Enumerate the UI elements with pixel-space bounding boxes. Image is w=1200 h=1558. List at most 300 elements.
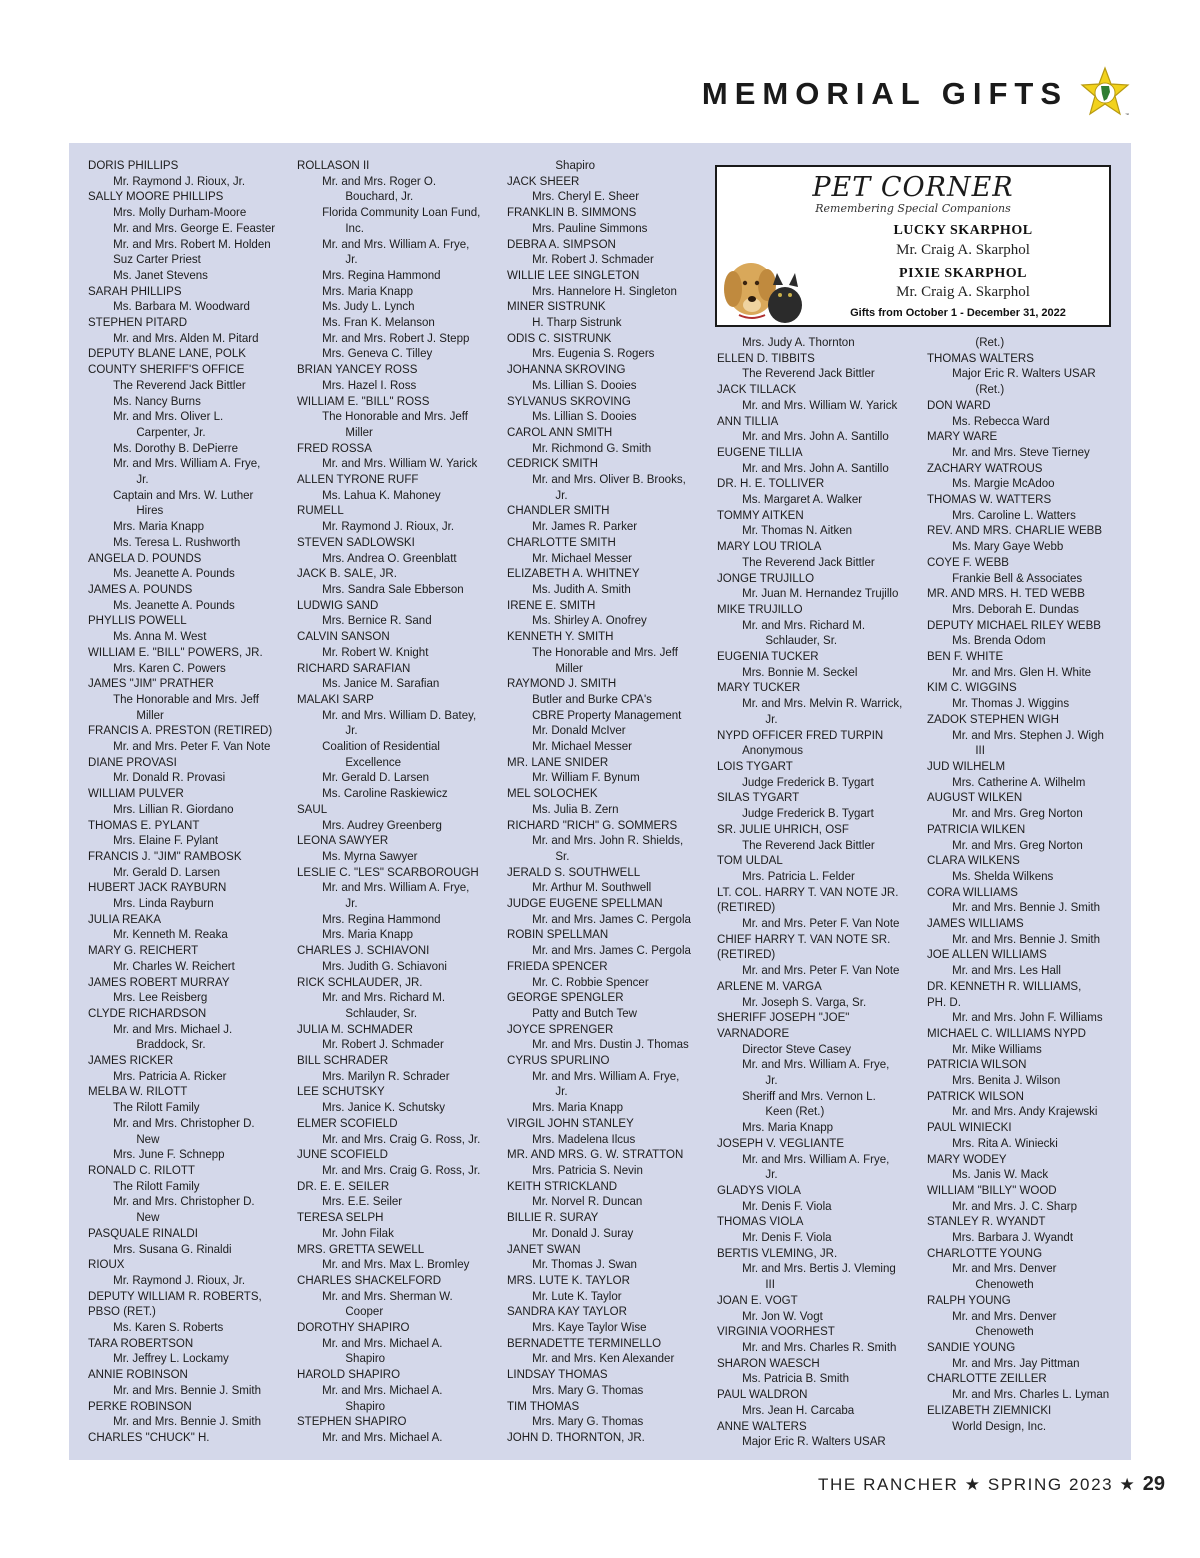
donor-name: Mrs. Jean H. Carcaba xyxy=(742,1402,855,1417)
honoree-name: DIANE PROVASI xyxy=(88,754,177,769)
honoree-name: CHARLES J. SCHIAVONI xyxy=(297,943,430,958)
honoree-name: ANGELA D. POUNDS xyxy=(88,550,202,565)
honoree-name: VIRGIL JOHN STANLEY xyxy=(507,1115,634,1130)
donor-name: Mr. and Mrs. John R. Shields, xyxy=(532,833,684,848)
honoree-name: MELBA W. RILOTT xyxy=(88,1084,188,1099)
memorial-column-3 xyxy=(507,158,691,1446)
donor-name: Ms. Dorothy B. DePierre xyxy=(113,440,238,455)
honoree-name: MEL SOLOCHEK xyxy=(507,786,598,801)
donor-name: CBRE Property Management xyxy=(532,707,682,722)
donor-name: Mrs. Pauline Simmons xyxy=(532,220,648,235)
donor-name: Mr. and Mrs. Bennie J. Smith xyxy=(952,931,1101,946)
honoree-name: PERKE ROBINSON xyxy=(88,1398,192,1413)
donor-name: Mrs. Barbara J. Wyandt xyxy=(952,1230,1074,1245)
donor-name: Ms. Barbara M. Woodward xyxy=(113,299,250,314)
donor-name: Mr. and Mrs. Melvin R. Warrick, xyxy=(742,696,903,711)
honoree-name: FRANCIS A. PRESTON (RETIRED) xyxy=(88,723,273,738)
donor-name: Mr. and Mrs. Michael A. xyxy=(322,1335,443,1350)
donor-name: Judge Frederick B. Tygart xyxy=(742,806,874,821)
donor-name: Mrs. E.E. Seiler xyxy=(322,1194,403,1209)
donor-name: Mrs. Elaine F. Pylant xyxy=(113,833,219,848)
donor-name: Mrs. Regina Hammond xyxy=(322,267,441,282)
donor-name: Mr. and Mrs. Craig G. Ross, Jr. xyxy=(322,1163,481,1177)
donor-name: Mr. and Mrs. Glen H. White xyxy=(952,664,1092,679)
donor-name: Ms. Mary Gaye Webb xyxy=(952,539,1064,554)
honoree-name: BERNADETTE TERMINELLO xyxy=(507,1335,662,1350)
donor-name: Mr. Raymond J. Rioux, Jr. xyxy=(113,173,246,188)
honoree-name: AUGUST WILKEN xyxy=(927,790,1023,805)
honoree-name: JOSEPH V. VEGLIANTE xyxy=(717,1135,845,1150)
honoree-name: VARNADORE xyxy=(717,1025,790,1040)
donor-name: Mr. and Mrs. Peter F. Van Note xyxy=(742,916,900,931)
donor-name: Ms. Lillian S. Dooies xyxy=(532,409,637,424)
donor-name: Mrs. Cheryl E. Sheer xyxy=(532,189,640,204)
honoree-name: STANLEY R. WYANDT xyxy=(927,1214,1046,1229)
donor-name: Chenoweth xyxy=(975,1277,1034,1292)
donor-name: Mr. and Mrs. Christopher D. xyxy=(113,1115,255,1130)
page-footer xyxy=(818,1473,1165,1496)
honoree-name: WILLIAM E. "BILL" ROSS xyxy=(297,393,430,408)
donor-name: Sheriff and Mrs. Vernon L. xyxy=(742,1088,876,1103)
pet-donor: Mr. Craig A. Skarphol xyxy=(896,242,1030,258)
honoree-name: ODIS C. SISTRUNK xyxy=(507,330,612,345)
svg-text:™: ™ xyxy=(1125,112,1129,117)
donor-name: Jr. xyxy=(345,896,358,911)
donor-name: Frankie Bell & Associates xyxy=(952,570,1083,585)
honoree-name: JAMES A. POUNDS xyxy=(88,581,193,596)
donor-name: (Ret.) xyxy=(975,382,1005,397)
donor-name: Mr. and Mrs. Greg Norton xyxy=(952,837,1083,852)
honoree-name: PATRICK WILSON xyxy=(927,1088,1024,1103)
donor-name: Mr. and Mrs. Jay Pittman xyxy=(952,1355,1080,1370)
honoree-name: (RETIRED) xyxy=(717,900,776,915)
donor-name: Mrs. Janice K. Schutsky xyxy=(322,1100,446,1115)
donor-name: New xyxy=(136,1210,160,1225)
honoree-name: DOROTHY SHAPIRO xyxy=(297,1320,410,1335)
honoree-name: COYE F. WEBB xyxy=(927,554,1009,569)
honoree-name: STEPHEN SHAPIRO xyxy=(297,1414,407,1429)
donor-name: Mrs. Kaye Taylor Wise xyxy=(532,1320,647,1335)
donor-name: Ms. Patricia B. Smith xyxy=(742,1371,850,1386)
honoree-name: PAUL WALDRON xyxy=(717,1387,808,1402)
donor-name: Mr. and Mrs. William A. Frye, xyxy=(322,880,470,895)
honoree-name: LUDWIG SAND xyxy=(297,597,379,612)
donor-name: Ms. Caroline Raskiewicz xyxy=(322,786,448,801)
donor-name: Mrs. Maria Knapp xyxy=(322,283,414,298)
donor-name: Mrs. Audrey Greenberg xyxy=(322,817,442,832)
honoree-name: JERALD S. SOUTHWELL xyxy=(507,864,641,879)
donor-name: Ms. Judith A. Smith xyxy=(532,581,631,596)
donor-name: Ms. Lahua K. Mahoney xyxy=(322,487,441,502)
honoree-name: THOMAS VIOLA xyxy=(717,1214,804,1229)
pet-donor: Mr. Craig A. Skarphol xyxy=(896,284,1030,300)
donor-name: Sr. xyxy=(555,848,570,863)
honoree-name: FRIEDA SPENCER xyxy=(507,958,608,973)
honoree-name: LEONA SAWYER xyxy=(297,833,389,848)
honoree-name: CEDRICK SMITH xyxy=(507,456,598,471)
donor-name: Suz Carter Priest xyxy=(113,252,201,267)
honoree-name: CHARLES SHACKELFORD xyxy=(297,1272,442,1287)
donor-name: Ms. Lillian S. Dooies xyxy=(532,377,637,392)
donor-name: Mr. and Mrs. William A. Frye, xyxy=(532,1068,680,1083)
donor-name: World Design, Inc. xyxy=(952,1418,1047,1433)
donor-name: Mrs. Caroline L. Watters xyxy=(952,507,1076,522)
honoree-name: CHARLOTTE ZEILLER xyxy=(927,1371,1047,1386)
honoree-name: MRS. GRETTA SEWELL xyxy=(297,1241,425,1256)
donor-name: Mrs. Patricia S. Nevin xyxy=(532,1163,643,1177)
pet-corner-subtitle: Remembering Special Companions xyxy=(815,202,1011,215)
donor-name: Mr. and Mrs. Bennie J. Smith xyxy=(952,900,1101,915)
donor-name: Mr. and Mrs. William A. Frye, xyxy=(742,1057,890,1072)
donor-name: The Honorable and Mrs. Jeff xyxy=(532,644,678,659)
donor-name: Mr. Raymond J. Rioux, Jr. xyxy=(322,519,455,534)
donor-name: Mr. and Mrs. Alden M. Pitard xyxy=(113,330,259,345)
donor-name: Mr. and Mrs. Greg Norton xyxy=(952,806,1083,821)
honoree-name: PATRICIA WILKEN xyxy=(927,821,1026,836)
honoree-name: IRENE E. SMITH xyxy=(507,597,596,612)
donor-name: Mrs. Patricia L. Felder xyxy=(742,868,855,883)
donor-name: Jr. xyxy=(765,1167,778,1182)
honoree-name: JOHANNA SKROVING xyxy=(507,362,626,377)
donor-name: Ms. Judy L. Lynch xyxy=(322,299,415,314)
honoree-name: THOMAS WALTERS xyxy=(927,350,1034,365)
donor-name: New xyxy=(136,1131,160,1146)
donor-name: Mr. and Mrs. Max L. Bromley xyxy=(322,1257,470,1272)
honoree-name: LOIS TYGART xyxy=(717,758,793,773)
donor-name: Mr. and Mrs. Michael A. xyxy=(322,1429,443,1444)
honoree-name: ELIZABETH A. WHITNEY xyxy=(507,566,640,581)
honoree-name: SYLVANUS SKROVING xyxy=(507,393,631,408)
honoree-name: LT. COL. HARRY T. VAN NOTE JR. xyxy=(717,884,899,899)
donor-name: Mr. Gerald D. Larsen xyxy=(322,770,430,785)
memorial-column-5 xyxy=(927,335,1109,1434)
honoree-name: RIOUX xyxy=(88,1257,125,1272)
honoree-name: MARY WARE xyxy=(927,429,998,444)
honoree-name: WILLIAM E. "BILL" POWERS, JR. xyxy=(88,644,263,659)
honoree-name: BILL SCHRADER xyxy=(297,1053,389,1068)
donor-name: Ms. Margie McAdoo xyxy=(952,476,1055,491)
donor-name: Mr. C. Robbie Spencer xyxy=(532,974,649,989)
donor-name: Ms. Rebecca Ward xyxy=(952,413,1050,428)
honoree-name: MR. AND MRS. G. W. STRATTON xyxy=(507,1147,684,1162)
donor-name: Mr. and Mrs. Robert J. Stepp xyxy=(322,330,470,345)
sheriff-star-logo xyxy=(1080,66,1130,118)
honoree-name: SALLY MOORE PHILLIPS xyxy=(88,189,224,204)
donor-name: Mr. Richmond G. Smith xyxy=(532,440,652,455)
donor-name: The Rilott Family xyxy=(113,1178,200,1193)
donor-name: Mr. Charles W. Reichert xyxy=(113,958,235,973)
donor-name: Ms. Jeanette A. Pounds xyxy=(113,597,235,612)
donor-name: Mr. James R. Parker xyxy=(532,519,638,534)
pet-corner-date-range: Gifts from October 1 - December 31, 2022 xyxy=(850,307,1066,319)
donor-name: Mr. and Mrs. Richard M. xyxy=(742,617,866,632)
donor-name: H. Tharp Sistrunk xyxy=(532,315,622,330)
donor-name: Mrs. Maria Knapp xyxy=(322,927,414,942)
honoree-name: JACK TILLACK xyxy=(717,382,797,397)
donor-name: Mr. and Mrs. James C. Pergola xyxy=(532,943,691,958)
donor-name: Mrs. Hazel I. Ross xyxy=(322,377,417,392)
donor-name: Mr. Norvel R. Duncan xyxy=(532,1194,643,1209)
honoree-name: ZACHARY WATROUS xyxy=(927,460,1043,475)
honoree-name: JAMES RICKER xyxy=(88,1053,174,1068)
donor-name: Mr. and Mrs. Charles L. Lyman xyxy=(952,1387,1110,1402)
honoree-name: HAROLD SHAPIRO xyxy=(297,1367,401,1382)
donor-name: Jr. xyxy=(555,487,568,502)
honoree-name: TERESA SELPH xyxy=(297,1210,384,1225)
honoree-name: BILLIE R. SURAY xyxy=(507,1210,599,1225)
honoree-name: JACK B. SALE, JR. xyxy=(297,566,397,581)
donor-name: Mr. and Mrs. Richard M. xyxy=(322,990,446,1005)
honoree-name: PH. D. xyxy=(927,994,961,1009)
donor-name: Mr. and Mrs. Denver xyxy=(952,1308,1057,1323)
donor-name: Captain and Mrs. W. Luther xyxy=(113,487,254,502)
donor-name: Mrs. Geneva C. Tilley xyxy=(322,346,433,361)
honoree-name: JUNE SCOFIELD xyxy=(297,1147,388,1162)
honoree-name: KEITH STRICKLAND xyxy=(507,1178,618,1193)
donor-name: Mrs. Andrea O. Greenblatt xyxy=(322,550,457,565)
honoree-name: WILLIAM "BILLY" WOOD xyxy=(927,1182,1057,1197)
honoree-name: STEPHEN PITARD xyxy=(88,315,188,330)
donor-name: Mrs. Mary G. Thomas xyxy=(532,1414,644,1429)
donor-name: Ms. Janet Stevens xyxy=(113,267,208,282)
donor-name: The Reverend Jack Bittler xyxy=(113,377,246,392)
donor-name: Ms. Janice M. Sarafian xyxy=(322,676,440,691)
memorial-column-2 xyxy=(297,158,480,1446)
donor-name: Mr. Joseph S. Varga, Sr. xyxy=(742,994,867,1009)
honoree-name: DEBRA A. SIMPSON xyxy=(507,236,616,251)
donor-name: Mr. and Mrs. Bennie J. Smith xyxy=(113,1414,262,1429)
donor-name: III xyxy=(975,743,985,758)
dog-and-cat-illustration xyxy=(719,249,807,325)
donor-name: Mr. Robert W. Knight xyxy=(322,644,429,659)
honoree-name: DR. H. E. TOLLIVER xyxy=(717,476,825,491)
donor-name: Mrs. Mary G. Thomas xyxy=(532,1382,644,1397)
honoree-name: CHARLOTTE SMITH xyxy=(507,534,616,549)
donor-name: Miller xyxy=(136,707,164,722)
honoree-name: ZADOK STEPHEN WIGH xyxy=(927,711,1059,726)
donor-name: Schlauder, Sr. xyxy=(765,633,838,648)
honoree-name: JOE ALLEN WILLIAMS xyxy=(927,947,1047,962)
donor-name: Jr. xyxy=(345,252,358,267)
donor-name: The Honorable and Mrs. Jeff xyxy=(113,691,259,706)
donor-name: Mrs. Catherine A. Wilhelm xyxy=(952,774,1086,789)
honoree-name: MIKE TRUJILLO xyxy=(717,601,803,616)
donor-name: Major Eric R. Walters USAR xyxy=(742,1434,886,1449)
honoree-name: THOMAS E. PYLANT xyxy=(88,817,200,832)
donor-name: Mr. and Mrs. Les Hall xyxy=(952,963,1061,978)
honoree-name: FRANCIS J. "JIM" RAMBOSK xyxy=(88,848,242,863)
honoree-name: LEE SCHUTSKY xyxy=(297,1084,385,1099)
donor-name: Mr. Robert J. Schmader xyxy=(322,1037,444,1052)
donor-name: The Reverend Jack Bittler xyxy=(742,366,875,381)
honoree-name: DEPUTY BLANE LANE, POLK xyxy=(88,346,246,361)
donor-name: Mr. and Mrs. John A. Santillo xyxy=(742,429,889,444)
honoree-name: CLYDE RICHARDSON xyxy=(88,1005,207,1020)
donor-name: Shapiro xyxy=(555,158,596,172)
honoree-name: ARLENE M. VARGA xyxy=(717,978,822,993)
honoree-name: ROLLASON II xyxy=(297,158,370,172)
honoree-name: ELMER SCOFIELD xyxy=(297,1115,398,1130)
donor-name: Schlauder, Sr. xyxy=(345,1005,418,1020)
donor-name: Ms. Anna M. West xyxy=(113,629,207,644)
honoree-name: ANNE WALTERS xyxy=(717,1418,807,1433)
donor-name: Mr. and Mrs. Bertis J. Vleming xyxy=(742,1261,896,1276)
donor-name: Judge Frederick B. Tygart xyxy=(742,774,874,789)
honoree-name: RAYMOND J. SMITH xyxy=(507,676,617,691)
honoree-name: DEPUTY MICHAEL RILEY WEBB xyxy=(927,617,1101,632)
honoree-name: FRANKLIN B. SIMMONS xyxy=(507,205,637,220)
donor-name: Mrs. Hannelore H. Singleton xyxy=(532,283,677,298)
donor-name: Mr. and Mrs. Oliver B. Brooks, xyxy=(532,472,686,487)
donor-name: Mr. John Filak xyxy=(322,1225,394,1240)
honoree-name: FRED ROSSA xyxy=(297,440,372,455)
honoree-name: CHARLOTTE YOUNG xyxy=(927,1245,1043,1260)
donor-name: III xyxy=(765,1277,775,1292)
honoree-name: CHIEF HARRY T. VAN NOTE SR. xyxy=(717,931,891,946)
honoree-name: REV. AND MRS. CHARLIE WEBB xyxy=(927,523,1103,538)
donor-name: Bouchard, Jr. xyxy=(345,189,414,204)
honoree-name: PATRICIA WILSON xyxy=(927,1057,1027,1072)
honoree-name: MARY TUCKER xyxy=(717,680,801,695)
honoree-name: CHARLES "CHUCK" H. xyxy=(88,1429,210,1444)
honoree-name: ROBIN SPELLMAN xyxy=(507,927,609,942)
donor-name: Mrs. Maria Knapp xyxy=(113,519,205,534)
honoree-name: CALVIN SANSON xyxy=(297,629,390,644)
donor-name: The Honorable and Mrs. Jeff xyxy=(322,409,468,424)
donor-name: Mr. and Mrs. J. C. Sharp xyxy=(952,1198,1077,1213)
donor-name: Mr. William F. Bynum xyxy=(532,770,640,785)
donor-name: Ms. Karen S. Roberts xyxy=(113,1320,224,1335)
donor-name: Ms. Margaret A. Walker xyxy=(742,492,863,507)
donor-name: Mrs. Eugenia S. Rogers xyxy=(532,346,655,361)
honoree-name: MALAKI SARP xyxy=(297,691,374,706)
honoree-name: EUGENE TILLIA xyxy=(717,444,803,459)
donor-name: Mr. Thomas N. Aitken xyxy=(742,523,853,538)
donor-name: Mr. Denis F. Viola xyxy=(742,1198,832,1213)
honoree-name: SAUL xyxy=(297,801,328,816)
honoree-name: CHANDLER SMITH xyxy=(507,503,610,518)
donor-name: Mr. Kenneth M. Reaka xyxy=(113,927,228,942)
donor-name: Mrs. June F. Schnepp xyxy=(113,1147,225,1162)
donor-name: Butler and Burke CPA's xyxy=(532,691,652,706)
donor-name: Mr. and Mrs. Sherman W. xyxy=(322,1288,453,1303)
donor-name: Mrs. Lillian R. Giordano xyxy=(113,801,234,816)
donor-name: Ms. Nancy Burns xyxy=(113,393,201,408)
donor-name: Mr. and Mrs. Charles R. Smith xyxy=(742,1340,897,1354)
publication-name: THE RANCHER xyxy=(818,1475,959,1494)
honoree-name: ELIZABETH ZIEMNICKI xyxy=(927,1402,1052,1417)
donor-name: Ms. Julia B. Zern xyxy=(532,801,619,816)
donor-name: Mr. Thomas J. Swan xyxy=(532,1257,637,1272)
honoree-name: SANDRA KAY TAYLOR xyxy=(507,1304,627,1319)
donor-name: Mr. and Mrs. Michael A. xyxy=(322,1382,443,1397)
donor-name: The Reverend Jack Bittler xyxy=(742,837,875,852)
donor-name: Mrs. Judy A. Thornton xyxy=(742,335,855,349)
donor-name: Mrs. Molly Durham-Moore xyxy=(113,205,247,220)
honoree-name: DEPUTY WILLIAM R. ROBERTS, xyxy=(88,1288,262,1303)
donor-name: Ms. Fran K. Melanson xyxy=(322,315,435,330)
honoree-name: JAMES ROBERT MURRAY xyxy=(88,974,230,989)
donor-name: Mr. and Mrs. John A. Santillo xyxy=(742,460,889,475)
honoree-name: PAUL WINIECKI xyxy=(927,1120,1012,1135)
donor-name: Mr. and Mrs. Peter F. Van Note xyxy=(742,963,900,978)
donor-name: Mrs. Rita A. Winiecki xyxy=(952,1135,1058,1150)
donor-name: Braddock, Sr. xyxy=(136,1037,206,1052)
honoree-name: BRIAN YANCEY ROSS xyxy=(297,362,418,377)
donor-name: Ms. Jeanette A. Pounds xyxy=(113,566,235,581)
honoree-name: ELLEN D. TIBBITS xyxy=(717,350,815,365)
donor-name: Shapiro xyxy=(345,1398,386,1413)
honoree-name: THOMAS W. WATTERS xyxy=(927,492,1052,507)
donor-name: Mr. and Mrs. Andy Krajewski xyxy=(952,1104,1098,1119)
donor-name: Jr. xyxy=(136,472,149,487)
honoree-name: PASQUALE RINALDI xyxy=(88,1225,198,1240)
donor-name: Mr. and Mrs. Dustin J. Thomas xyxy=(532,1037,689,1052)
donor-name: Keen (Ret.) xyxy=(765,1104,825,1119)
donor-name: Mr. Gerald D. Larsen xyxy=(113,864,221,879)
donor-name: Mrs. Karen C. Powers xyxy=(113,660,226,675)
donor-name: Mr. Raymond J. Rioux, Jr. xyxy=(113,1272,246,1287)
donor-name: Mrs. Bonnie M. Seckel xyxy=(742,664,858,679)
honoree-name: ALLEN TYRONE RUFF xyxy=(297,472,419,487)
donor-name: Mr. Thomas J. Wiggins xyxy=(952,696,1070,711)
honoree-name: BERTIS VLEMING, JR. xyxy=(717,1245,838,1260)
honoree-name: GLADYS VIOLA xyxy=(717,1182,801,1197)
honoree-name: SARAH PHILLIPS xyxy=(88,283,182,298)
honoree-name: GEORGE SPENGLER xyxy=(507,990,624,1005)
honoree-name: WILLIE LEE SINGLETON xyxy=(507,267,640,282)
donor-name: Cooper xyxy=(345,1304,384,1319)
donor-name: Mr. and Mrs. Roger O. xyxy=(322,173,437,188)
honoree-name: JOYCE SPRENGER xyxy=(507,1021,614,1036)
donor-name: Mr. and Mrs. Oliver L. xyxy=(113,409,224,424)
pet-corner-box xyxy=(715,165,1111,327)
honoree-name: JOAN E. VOGT xyxy=(717,1292,798,1307)
donor-name: Miller xyxy=(345,424,373,439)
donor-name: Inc. xyxy=(345,220,364,235)
donor-name: Mr. and Mrs. William A. Frye, xyxy=(113,456,261,471)
donor-name: Carpenter, Jr. xyxy=(136,424,206,439)
donor-name: Jr. xyxy=(765,1073,778,1088)
donor-name: Mrs. Judith G. Schiavoni xyxy=(322,958,448,973)
honoree-name: JOHN D. THORNTON, JR. xyxy=(507,1429,645,1444)
donor-name: Mr. and Mrs. William D. Batey, xyxy=(322,707,477,722)
donor-name: Mrs. Maria Knapp xyxy=(532,1100,624,1115)
donor-name: Shapiro xyxy=(345,1351,386,1366)
donor-name: Mr. and Mrs. Peter F. Van Note xyxy=(113,739,271,754)
donor-name: Mr. and Mrs. William W. Yarick xyxy=(322,456,478,471)
donor-name: Mr. Donald R. Provasi xyxy=(113,770,226,785)
donor-name: Mrs. Bernice R. Sand xyxy=(322,613,432,628)
honoree-name: LESLIE C. "LES" SCARBOROUGH xyxy=(297,864,479,879)
honoree-name: ANN TILLIA xyxy=(717,413,779,428)
honoree-name: MARY G. REICHERT xyxy=(88,943,199,958)
honoree-name: EUGENIA TUCKER xyxy=(717,649,819,664)
donor-name: Mrs. Patricia A. Ricker xyxy=(113,1068,227,1083)
donor-name: Anonymous xyxy=(742,743,803,758)
honoree-name: HUBERT JACK RAYBURN xyxy=(88,880,227,895)
honoree-name: SHERIFF JOSEPH "JOE" xyxy=(717,1010,850,1025)
donor-name: Excellence xyxy=(345,754,402,769)
honoree-name: SR. JULIE UHRICH, OSF xyxy=(717,821,849,836)
page-number: 29 xyxy=(1142,1473,1165,1495)
donor-name: Mr. Michael Messer xyxy=(532,550,633,565)
donor-name: Mr. Mike Williams xyxy=(952,1041,1042,1056)
donor-name: Major Eric R. Walters USAR xyxy=(952,366,1096,381)
honoree-name: JULIA REAKA xyxy=(88,911,162,926)
donor-name: Mr. Michael Messer xyxy=(532,739,633,754)
honoree-name: MR. LANE SNIDER xyxy=(507,754,609,769)
